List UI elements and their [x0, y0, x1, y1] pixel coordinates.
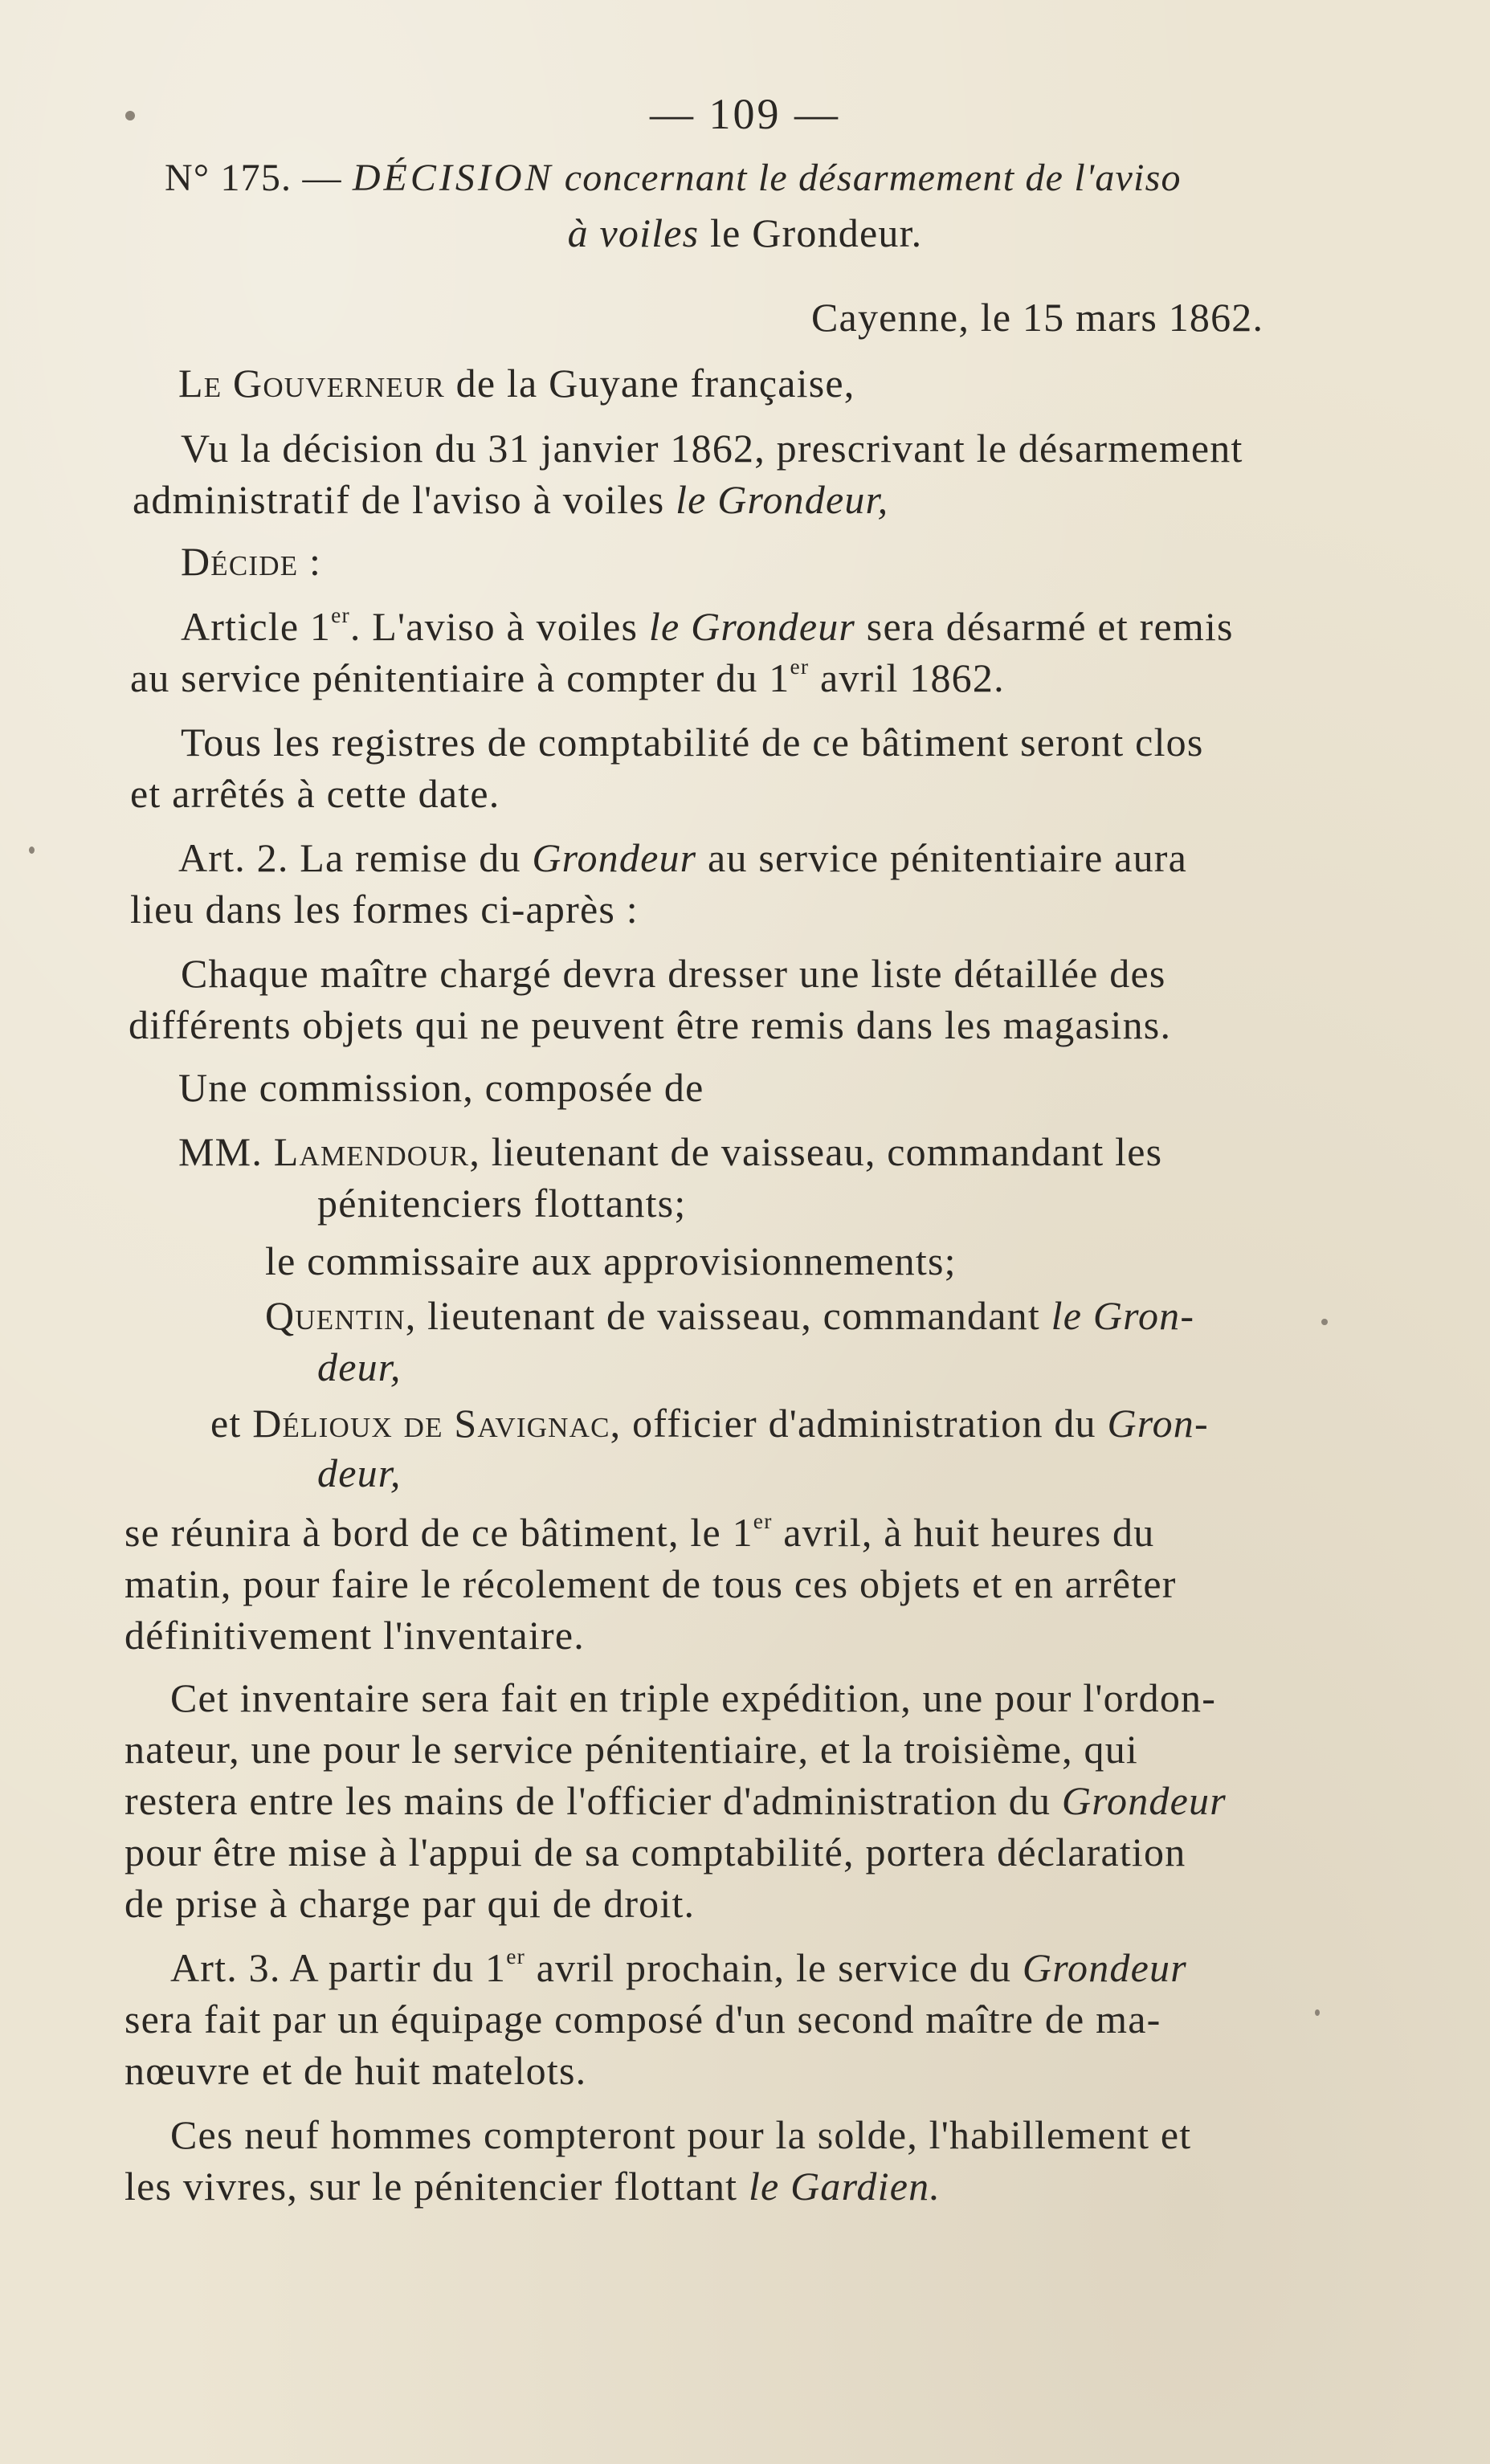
governor-rest: de la Guyane française, — [455, 361, 855, 406]
governor-line — [178, 357, 855, 409]
heading-italic-part: à voiles — [567, 210, 700, 255]
heading-roman-part: le Grondeur. — [710, 210, 923, 255]
commission-line: Une commission, composée de — [178, 1065, 704, 1110]
article-1-line-2: au service pénitentiaire à compter du 1er avril 1862. — [130, 654, 1005, 700]
neuf-hommes-line-2: les vivres, sur le pénitencier flottant le Gardien. — [125, 2164, 941, 2209]
article-2-line-2: lieu dans les formes ci-après : — [130, 887, 639, 932]
member-delioux-line-2: deur, — [317, 1450, 402, 1495]
article-1-line-1: Article 1er. L'aviso à voiles le Grondeur sera désarmé et remis — [181, 602, 1234, 649]
article-3-line-3: nœuvre et de huit matelots. — [125, 2048, 587, 2093]
decision-number: N° 175. — [165, 157, 292, 199]
decision-title-rest: concernant le désarmement de l'aviso — [564, 157, 1182, 199]
paper-speck — [1321, 1319, 1328, 1325]
reunira-line-1: se réunira à bord de ce bâtiment, le 1er avril, à huit heures du — [125, 1508, 1155, 1555]
chaque-line-1: Chaque maître chargé devra dresser une liste détaillée des — [181, 951, 1166, 996]
paper-speck — [29, 846, 35, 854]
member-delioux-line-1: et Délioux de Savignac, officier d'administration du Gron- — [210, 1401, 1209, 1446]
member-lamendour-line-1: MM. Lamendour, lieutenant de vaisseau, commandant les — [178, 1129, 1163, 1174]
decide-label: Décide : — [181, 539, 322, 584]
vu-line-2: administratif de l'aviso à voiles le Grondeur, — [133, 477, 889, 522]
inventaire-line-2: nateur, une pour le service pénitentiaire, et la troisième, qui — [125, 1727, 1139, 1772]
vu-line-1: Vu la décision du 31 janvier 1862, prescrivant le désarmement — [181, 426, 1243, 471]
member-commissaire: le commissaire aux approvisionnements; — [265, 1238, 957, 1283]
governor-title: Le Gouverneur — [178, 361, 445, 406]
registres-line-1: Tous les registres de comptabilité de ce bâtiment seront clos — [181, 720, 1204, 765]
decision-title-word: DÉCISION — [352, 157, 554, 199]
article-2-line-1: Art. 2. La remise du Grondeur au service pénitentiaire aura — [178, 835, 1188, 880]
chaque-line-2: différents objets qui ne peuvent être remis dans les magasins. — [129, 1002, 1172, 1047]
article-3-line-1: Art. 3. A partir du 1er avril prochain, le service du Grondeur — [170, 1944, 1187, 1990]
decision-heading-line-2 — [0, 207, 1490, 259]
member-quentin-line-2: deur, — [317, 1344, 402, 1389]
article-3-line-2: sera fait par un équipage composé d'un second maître de ma- — [125, 1997, 1161, 2042]
decision-heading-line-1 — [165, 153, 1182, 204]
paper-speck — [1315, 2009, 1320, 2016]
registres-line-2: et arrêtés à cette date. — [130, 771, 500, 816]
inventaire-line-5: de prise à charge par qui de droit. — [125, 1881, 696, 1926]
inventaire-line-1: Cet inventaire sera fait en triple expédition, une pour l'ordon- — [170, 1675, 1217, 1720]
heading-dash: — — [302, 157, 342, 199]
inventaire-line-4: pour être mise à l'appui de sa comptabilité, portera déclaration — [125, 1830, 1186, 1875]
dateline: Cayenne, le 15 mars 1862. — [811, 295, 1264, 340]
page-number: — 109 — — [650, 90, 840, 138]
inventaire-line-3: restera entre les mains de l'officier d'administration du Grondeur — [125, 1778, 1227, 1823]
reunira-line-3: définitivement l'inventaire. — [125, 1613, 585, 1658]
reunira-line-2: matin, pour faire le récolement de tous ces objets et en arrêter — [125, 1561, 1177, 1606]
member-lamendour-line-2: pénitenciers flottants; — [317, 1181, 687, 1226]
neuf-hommes-line-1: Ces neuf hommes compteront pour la solde, l'habillement et — [170, 2112, 1192, 2157]
member-quentin-line-1: Quentin, lieutenant de vaisseau, commandant le Gron- — [265, 1293, 1195, 1338]
